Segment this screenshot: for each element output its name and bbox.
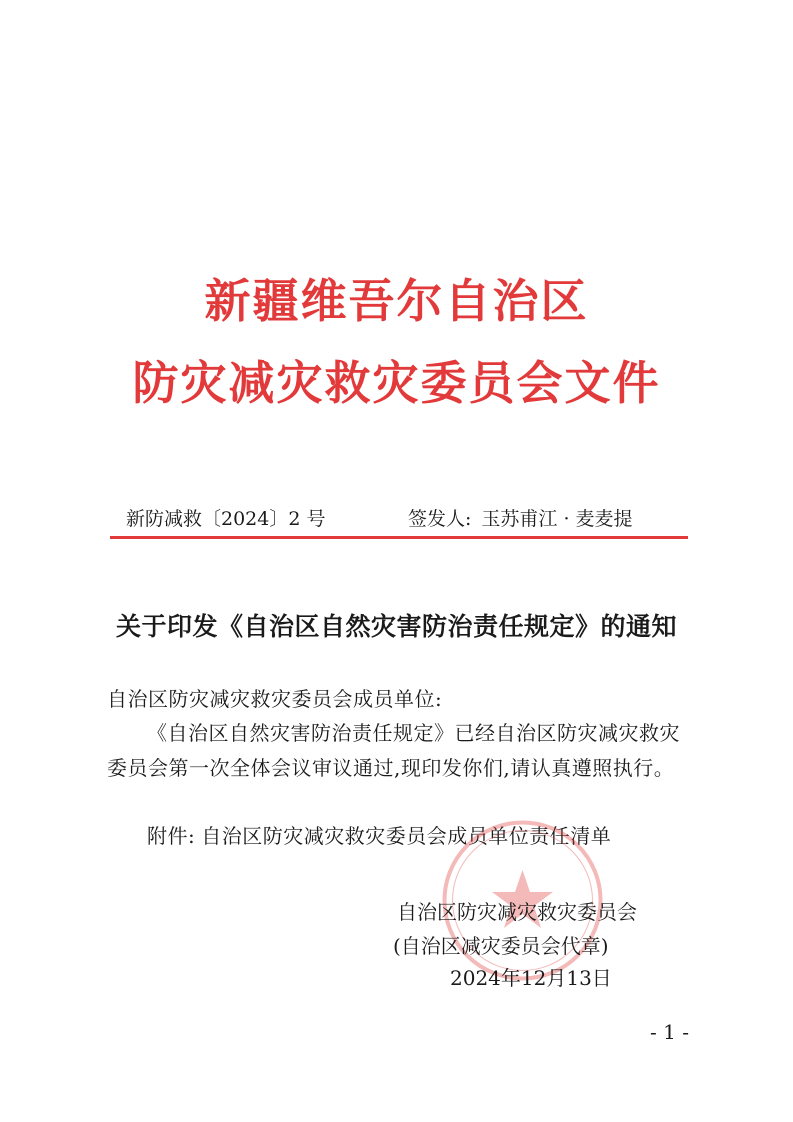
signature-date: 2024年12月13日 xyxy=(450,966,612,990)
document-meta xyxy=(116,504,686,534)
attachment-label: 附件: xyxy=(147,824,196,848)
body-paragraph-line1: 《自治区自然灾害防治责任规定》已经自治区防灾减灾救灾 xyxy=(147,721,680,745)
attachment-text: 自治区防灾减灾救灾委员会成员单位责任清单 xyxy=(201,824,612,848)
body-paragraph-line2: 委员会第一次全体会议审议通过,现印发你们,请认真遵照执行。 xyxy=(107,756,675,780)
attachment xyxy=(147,820,611,849)
signer-name: 玉苏甫江 · 麦麦提 xyxy=(481,508,633,530)
signature-seal-note: (自治区减灾委员会代章) xyxy=(393,934,609,958)
red-divider xyxy=(110,536,688,539)
page-number: - 1 - xyxy=(650,1020,689,1044)
signer xyxy=(408,504,633,531)
signer-label: 签发人: xyxy=(408,508,472,530)
document-number: 新防减救〔2024〕2 号 xyxy=(126,508,326,530)
recipients: 自治区防灾减灾救灾委员会成员单位: xyxy=(107,687,443,711)
signature-organization: 自治区防灾减灾救灾委员会 xyxy=(397,900,637,924)
notice-title: 关于印发《自治区自然灾害防治责任规定》的通知 xyxy=(115,612,677,641)
header-title-line1: 新疆维吾尔自治区 xyxy=(204,274,589,328)
header-title-line2: 防灾减灾救灾委员会文件 xyxy=(132,356,661,410)
